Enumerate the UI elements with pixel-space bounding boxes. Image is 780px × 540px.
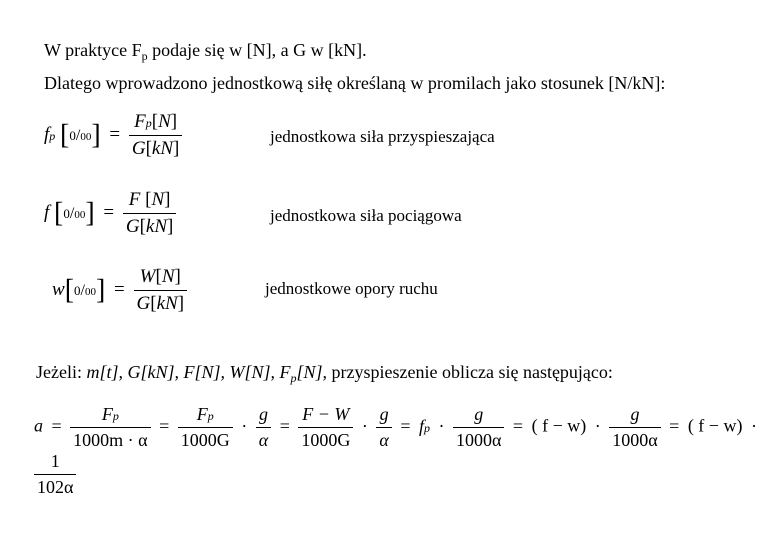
intro-line-2: Dlatego wprowadzono jednostkową siłę określaną w promilach jako stosunek [N/kN]: bbox=[44, 73, 666, 93]
permil-symbol: 0 / 00 bbox=[69, 126, 92, 144]
formula-w-symbol: w bbox=[52, 278, 65, 300]
fraction-g-alpha-2 bbox=[376, 404, 391, 451]
dot-operator: · bbox=[241, 415, 248, 436]
fraction-numerator: Fp[N] bbox=[134, 111, 178, 132]
bracket-right: ] bbox=[91, 119, 101, 151]
formula-fp-symbol: fp bbox=[44, 123, 56, 145]
bracket-left: [ bbox=[54, 197, 64, 229]
fraction-2-numerator: Fp bbox=[196, 404, 214, 424]
formula-f-unit bbox=[44, 189, 176, 238]
f-minus-w-term-2: ( f − w) bbox=[687, 415, 743, 436]
dot-operator: · bbox=[750, 415, 757, 436]
condition-line bbox=[36, 362, 613, 386]
equals-sign: = bbox=[512, 415, 524, 436]
fraction-4-denominator: 1000α bbox=[455, 430, 502, 450]
fraction-3 bbox=[298, 404, 353, 451]
fraction-denominator: G[kN] bbox=[131, 138, 180, 159]
equals-sign: = bbox=[114, 278, 125, 300]
intro-line-1-subscript: p bbox=[141, 49, 148, 63]
formula-fp-unit bbox=[44, 111, 182, 160]
acceleration-formula bbox=[34, 404, 780, 498]
fraction-2 bbox=[178, 404, 233, 451]
equals-sign: = bbox=[669, 415, 680, 436]
fraction-numerator: W[N] bbox=[139, 266, 181, 287]
condition-vars: m[t], G[kN], F[N], W[N], $F_p[N]$, bbox=[86, 362, 328, 385]
fraction-4 bbox=[453, 404, 504, 451]
formula-fraction bbox=[129, 111, 183, 160]
permil-symbol: 0 / 00 bbox=[63, 204, 86, 222]
fraction-1 bbox=[70, 404, 150, 451]
formula-fraction bbox=[123, 189, 177, 238]
equals-sign: = bbox=[159, 415, 170, 436]
fraction-3-denominator: 1000G bbox=[301, 430, 351, 450]
fraction-5-denominator: 1000α bbox=[612, 430, 658, 450]
equals-sign: = bbox=[400, 415, 411, 436]
fraction-g-numerator: g bbox=[258, 404, 268, 424]
condition-suffix: przyspieszenie oblicza się następująco: bbox=[327, 362, 613, 382]
bracket-left: [ bbox=[60, 119, 70, 151]
fraction-alpha-denominator: α bbox=[258, 430, 269, 450]
intro-line-1-text: W praktyce F bbox=[44, 40, 142, 60]
equals-sign: = bbox=[109, 123, 121, 145]
dot-operator: · bbox=[594, 415, 601, 436]
fraction-g-alpha bbox=[256, 404, 271, 451]
f-minus-w-term: ( f − w) bbox=[531, 415, 587, 436]
fraction-6 bbox=[34, 451, 76, 498]
accel-symbol: a bbox=[34, 415, 43, 436]
formula-w-unit bbox=[52, 266, 187, 315]
fraction-g-numerator: g bbox=[379, 404, 389, 424]
fraction-2-denominator: 1000G bbox=[180, 430, 230, 450]
formula-fraction bbox=[134, 266, 188, 315]
fraction-numerator: F [N] bbox=[128, 189, 171, 210]
definition-accelerating-force: jednostkowa siła przyspieszająca bbox=[270, 127, 495, 146]
fraction-denominator: G[kN] bbox=[136, 293, 185, 314]
intro-line-1 bbox=[44, 40, 367, 64]
dot-operator: · bbox=[438, 415, 445, 436]
permil-symbol: 0 / 00 bbox=[74, 281, 96, 299]
condition-prefix: Jeżeli: bbox=[36, 362, 87, 382]
fraction-1-denominator: 1000m · α bbox=[73, 430, 148, 450]
fraction-4-numerator: g bbox=[474, 404, 484, 424]
fraction-3-numerator: F − W bbox=[302, 404, 350, 424]
dot-operator: · bbox=[361, 415, 368, 436]
fp-term: fp bbox=[418, 415, 430, 436]
bracket-left: [ bbox=[64, 274, 75, 306]
equals-sign: = bbox=[279, 415, 290, 436]
fraction-6-denominator: 102α bbox=[37, 477, 74, 497]
fraction-5-numerator: g bbox=[630, 404, 640, 424]
fraction-denominator: G[kN] bbox=[125, 216, 174, 237]
intro-line-1-rest: podaje się w [N], a G w [kN]. bbox=[147, 40, 367, 60]
fraction-alpha-denominator: α bbox=[379, 430, 389, 450]
definition-motion-resistance: jednostkowe opory ruchu bbox=[265, 279, 438, 298]
bracket-right: ] bbox=[85, 197, 95, 229]
bracket-right: ] bbox=[95, 274, 106, 306]
fraction-5 bbox=[609, 404, 660, 451]
equals-sign: = bbox=[103, 201, 115, 223]
definition-tractive-force: jednostkowa siła pociągowa bbox=[270, 206, 462, 225]
formula-f-symbol: f bbox=[44, 201, 50, 223]
equals-sign: = bbox=[51, 415, 62, 436]
fraction-1-numerator: Fp bbox=[101, 404, 119, 424]
fraction-6-numerator: 1 bbox=[50, 451, 60, 471]
condition-vars-subscript: p bbox=[290, 371, 297, 385]
